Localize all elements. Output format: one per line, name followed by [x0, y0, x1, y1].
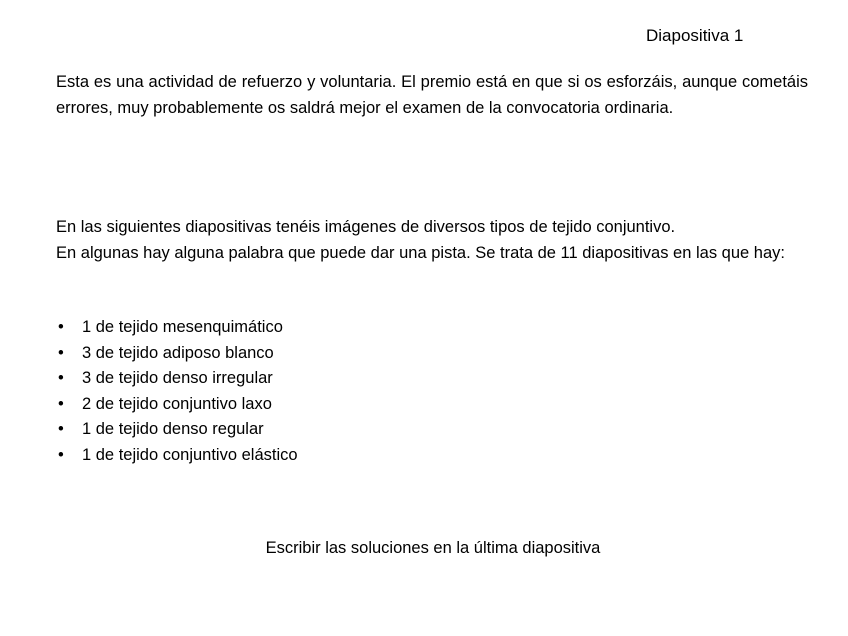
bullet-icon: • — [58, 343, 64, 362]
list-item — [56, 443, 298, 469]
bullet-icon: • — [58, 369, 64, 387]
list-item — [56, 315, 298, 341]
list-item — [56, 341, 298, 367]
list-item — [56, 366, 298, 392]
list-item-text: 3 de tejido adiposo blanco — [82, 343, 274, 362]
description-paragraph — [56, 214, 816, 266]
list-item-text: 1 de tejido mesenquimático — [82, 318, 283, 336]
bullet-icon: • — [58, 318, 64, 336]
footer-instruction: Escribir las soluciones en la última diapositiva — [265, 539, 601, 557]
intro-paragraph: Esta es una actividad de refuerzo y voluntaria. El premio está en que si os esforzáis, aunque cometáis errores, muy probablemente os saldrá mejor el examen de la convocatoria ordinaria. — [56, 73, 808, 117]
list-item-text: 1 de tejido denso regular — [82, 420, 264, 438]
list-item-text: 2 de tejido conjuntivo laxo — [82, 394, 272, 413]
bullet-icon: • — [58, 420, 64, 438]
slide-title: Diapositiva 1 — [646, 26, 744, 45]
tissue-type-list — [56, 315, 298, 468]
list-item-text: 3 de tejido denso irregular — [82, 369, 273, 387]
list-item — [56, 392, 298, 418]
bullet-icon: • — [58, 445, 64, 464]
description-line-1: En las siguientes diapositivas tenéis imágenes de diversos tipos de tejido conjuntivo. — [56, 218, 676, 236]
bullet-icon: • — [58, 394, 64, 413]
list-item-text: 1 de tejido conjuntivo elástico — [82, 445, 298, 464]
description-line-2: En algunas hay alguna palabra que puede dar una pista. Se trata de 11 diapositivas en las que hay: — [56, 244, 785, 262]
list-item — [56, 417, 298, 443]
